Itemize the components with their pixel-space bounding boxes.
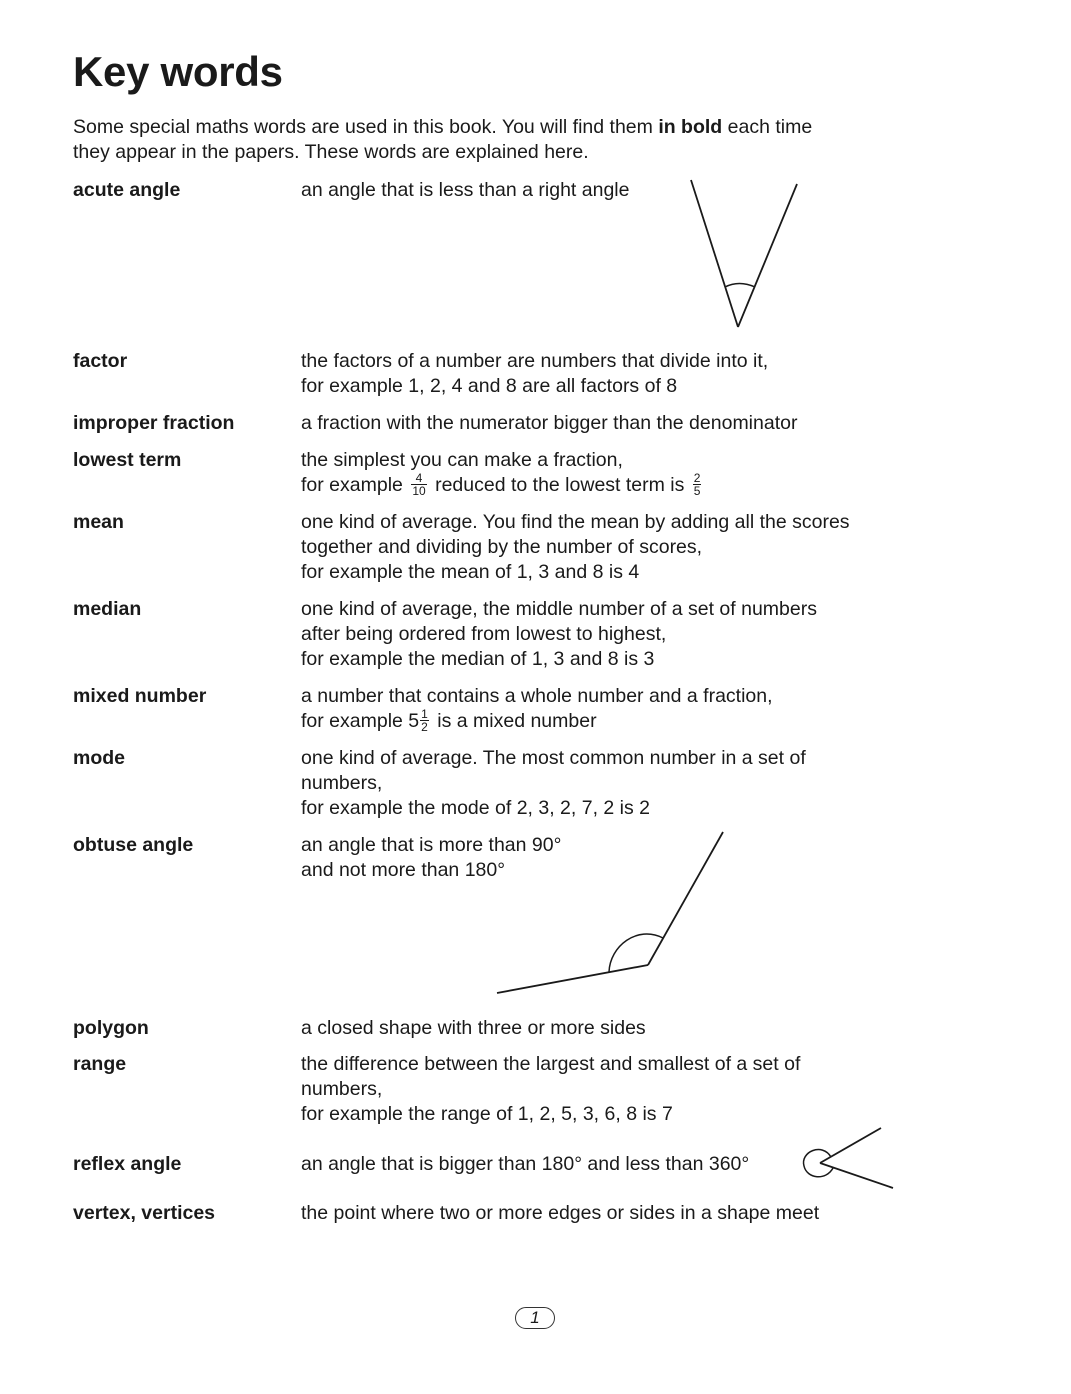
term-mode: mode bbox=[73, 747, 126, 769]
term-vertex-vertices: vertex, vertices bbox=[73, 1202, 216, 1224]
term-factor: factor bbox=[73, 350, 128, 372]
term-acute-angle: acute angle bbox=[73, 179, 181, 201]
fraction-2-5: $\frac{2}{5}$ bbox=[693, 471, 701, 499]
definition-polygon: a closed shape with three or more sides bbox=[301, 1017, 646, 1039]
term-obtuse-angle: obtuse angle bbox=[73, 834, 194, 856]
term-mean: mean bbox=[73, 511, 124, 533]
definition-reflex-angle: an angle that is bigger than 180° and less than 360° bbox=[301, 1153, 750, 1175]
definition-range: the difference between the largest and smallest of a set of numbers, for example the range of 1, 2, 5, 3, 6, 8 is 7 bbox=[301, 1053, 801, 1125]
fraction-1-2: $\frac{1}{2}$ bbox=[421, 707, 428, 735]
definition-median: one kind of average, the middle number of a set of numbers after being ordered from lowest to highest, for example the median of 1, 3 and 8 is 3 bbox=[301, 598, 817, 670]
term-improper-fraction: improper fraction bbox=[73, 412, 235, 434]
definition-mixed-number: a number that contains a whole number and a fraction, for example 5 $\frac{1}{2}$ is a mixed number bbox=[301, 685, 773, 735]
page-number: 1 bbox=[515, 1307, 555, 1329]
term-mixed-number: mixed number bbox=[73, 685, 207, 707]
definition-factor: the factors of a number are numbers that divide into it, for example 1, 2, 4 and 8 are all factors of 8 bbox=[301, 350, 769, 397]
term-polygon: polygon bbox=[73, 1017, 149, 1039]
term-range: range bbox=[73, 1053, 127, 1075]
term-reflex-angle: reflex angle bbox=[73, 1153, 182, 1175]
definition-vertex-vertices: the point where two or more edges or sides in a shape meet bbox=[301, 1202, 820, 1224]
definition-mean: one kind of average. You find the mean by adding all the scores together and dividing by the number of scores, for example the mean of 1, 3 and 8 is 4 bbox=[301, 511, 850, 583]
intro-bold-phrase: in bold bbox=[658, 116, 723, 138]
term-median: median bbox=[73, 598, 142, 620]
term-lowest-term: lowest term bbox=[73, 449, 182, 471]
intro-paragraph: Some special maths words are used in this book. You will find them in bold each time they appear in the papers. These words are explained here. bbox=[73, 116, 813, 163]
definition-acute-angle: an angle that is less than a right angle bbox=[301, 179, 630, 201]
fraction-4-10: $\frac{4}{10}$ bbox=[412, 471, 426, 499]
definition-mode: one kind of average. The most common number in a set of numbers, for example the mode of 2, 3, 2, 7, 2 is 2 bbox=[301, 747, 806, 819]
definition-obtuse-angle: an angle that is more than 90° and not more than 180° bbox=[301, 834, 562, 881]
page-title: Key words bbox=[73, 48, 283, 95]
definition-improper-fraction: a fraction with the numerator bigger than the denominator bbox=[301, 412, 798, 434]
definition-lowest-term: the simplest you can make a fraction, for example $\frac{4}{10}$ reduced to the lowest term is $\frac{2}{5}$ bbox=[301, 449, 701, 499]
